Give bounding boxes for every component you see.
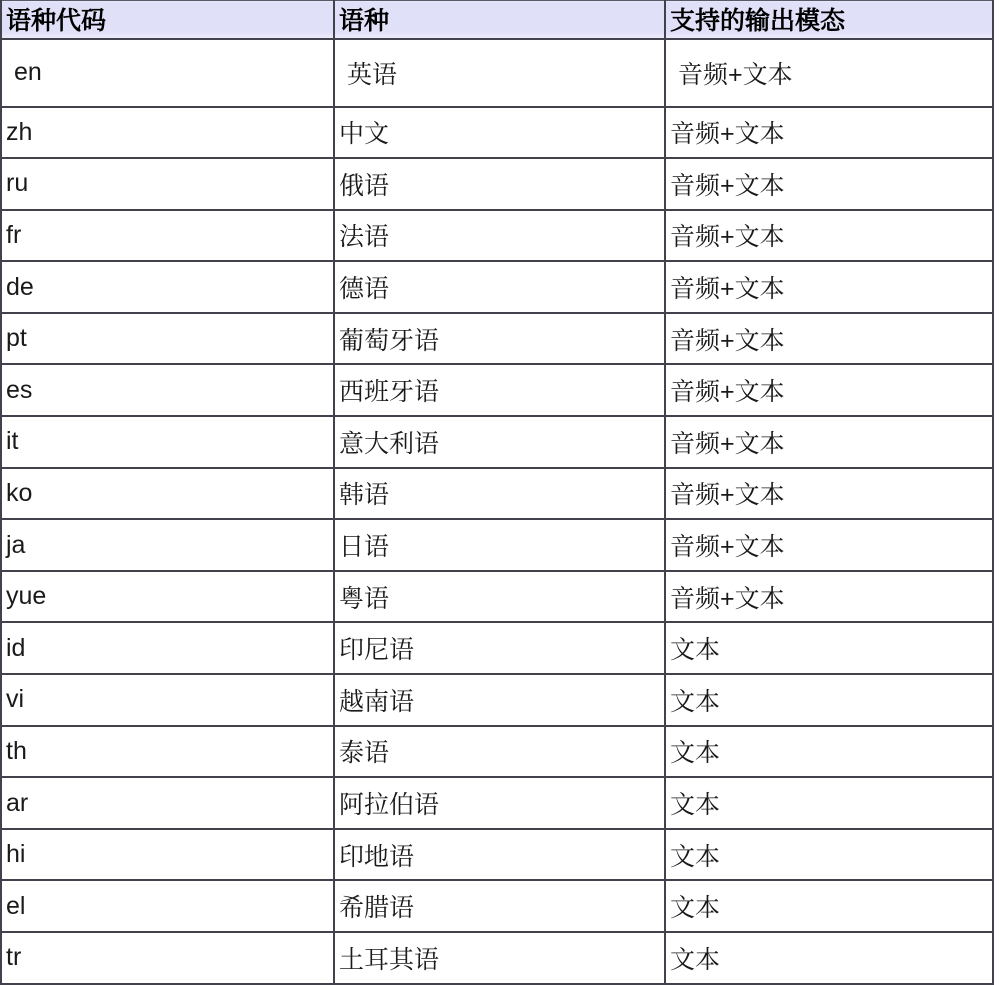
cell-code: fr [1,210,334,262]
cell-language: 阿拉伯语 [334,777,665,829]
cell-language: 泰语 [334,726,665,778]
cell-modality: 音频+文本 [665,313,993,365]
cell-language: 意大利语 [334,416,665,468]
cell-language: 越南语 [334,674,665,726]
cell-language: 英语 [334,39,665,107]
cell-code: vi [1,674,334,726]
table-row [1,210,993,262]
cell-modality: 音频+文本 [665,364,993,416]
cell-code: th [1,726,334,778]
cell-modality: 文本 [665,674,993,726]
cell-language: 土耳其语 [334,932,665,984]
cell-modality: 音频+文本 [665,107,993,159]
cell-modality: 文本 [665,726,993,778]
cell-code: id [1,622,334,674]
table-row [1,880,993,932]
cell-code: ja [1,519,334,571]
cell-modality: 文本 [665,880,993,932]
table-row [1,107,993,159]
cell-modality: 音频+文本 [665,468,993,520]
table-row [1,468,993,520]
cell-code: it [1,416,334,468]
cell-language: 韩语 [334,468,665,520]
column-header-code: 语种代码 [1,1,334,39]
cell-code: ko [1,468,334,520]
table-row [1,674,993,726]
table-row [1,313,993,365]
cell-code: en [1,39,334,107]
cell-modality: 文本 [665,932,993,984]
cell-code: yue [1,571,334,623]
cell-language: 中文 [334,107,665,159]
cell-code: tr [1,932,334,984]
table-row [1,932,993,984]
cell-language: 日语 [334,519,665,571]
cell-modality: 音频+文本 [665,519,993,571]
cell-modality: 文本 [665,829,993,881]
column-header-modality: 支持的输出模态 [665,1,993,39]
cell-language: 西班牙语 [334,364,665,416]
cell-language: 法语 [334,210,665,262]
table-row [1,519,993,571]
cell-modality: 音频+文本 [665,571,993,623]
table-row [1,39,993,107]
cell-modality: 音频+文本 [665,210,993,262]
table-row [1,261,993,313]
cell-language: 俄语 [334,158,665,210]
cell-language: 希腊语 [334,880,665,932]
cell-language: 葡萄牙语 [334,313,665,365]
table-row [1,571,993,623]
cell-modality: 音频+文本 [665,39,993,107]
cell-modality: 文本 [665,777,993,829]
cell-modality: 音频+文本 [665,416,993,468]
cell-code: hi [1,829,334,881]
column-header-language: 语种 [334,1,665,39]
table-row [1,158,993,210]
cell-language: 印地语 [334,829,665,881]
cell-language: 德语 [334,261,665,313]
cell-code: es [1,364,334,416]
cell-modality: 文本 [665,622,993,674]
cell-code: ru [1,158,334,210]
cell-modality: 音频+文本 [665,158,993,210]
table-row [1,726,993,778]
table-row [1,622,993,674]
cell-language: 印尼语 [334,622,665,674]
cell-code: el [1,880,334,932]
cell-language: 粤语 [334,571,665,623]
table-row [1,364,993,416]
cell-modality: 音频+文本 [665,261,993,313]
cell-code: de [1,261,334,313]
cell-code: pt [1,313,334,365]
table-row [1,416,993,468]
cell-code: ar [1,777,334,829]
cell-code: zh [1,107,334,159]
header-row [1,1,993,39]
table-row [1,777,993,829]
table-row [1,829,993,881]
